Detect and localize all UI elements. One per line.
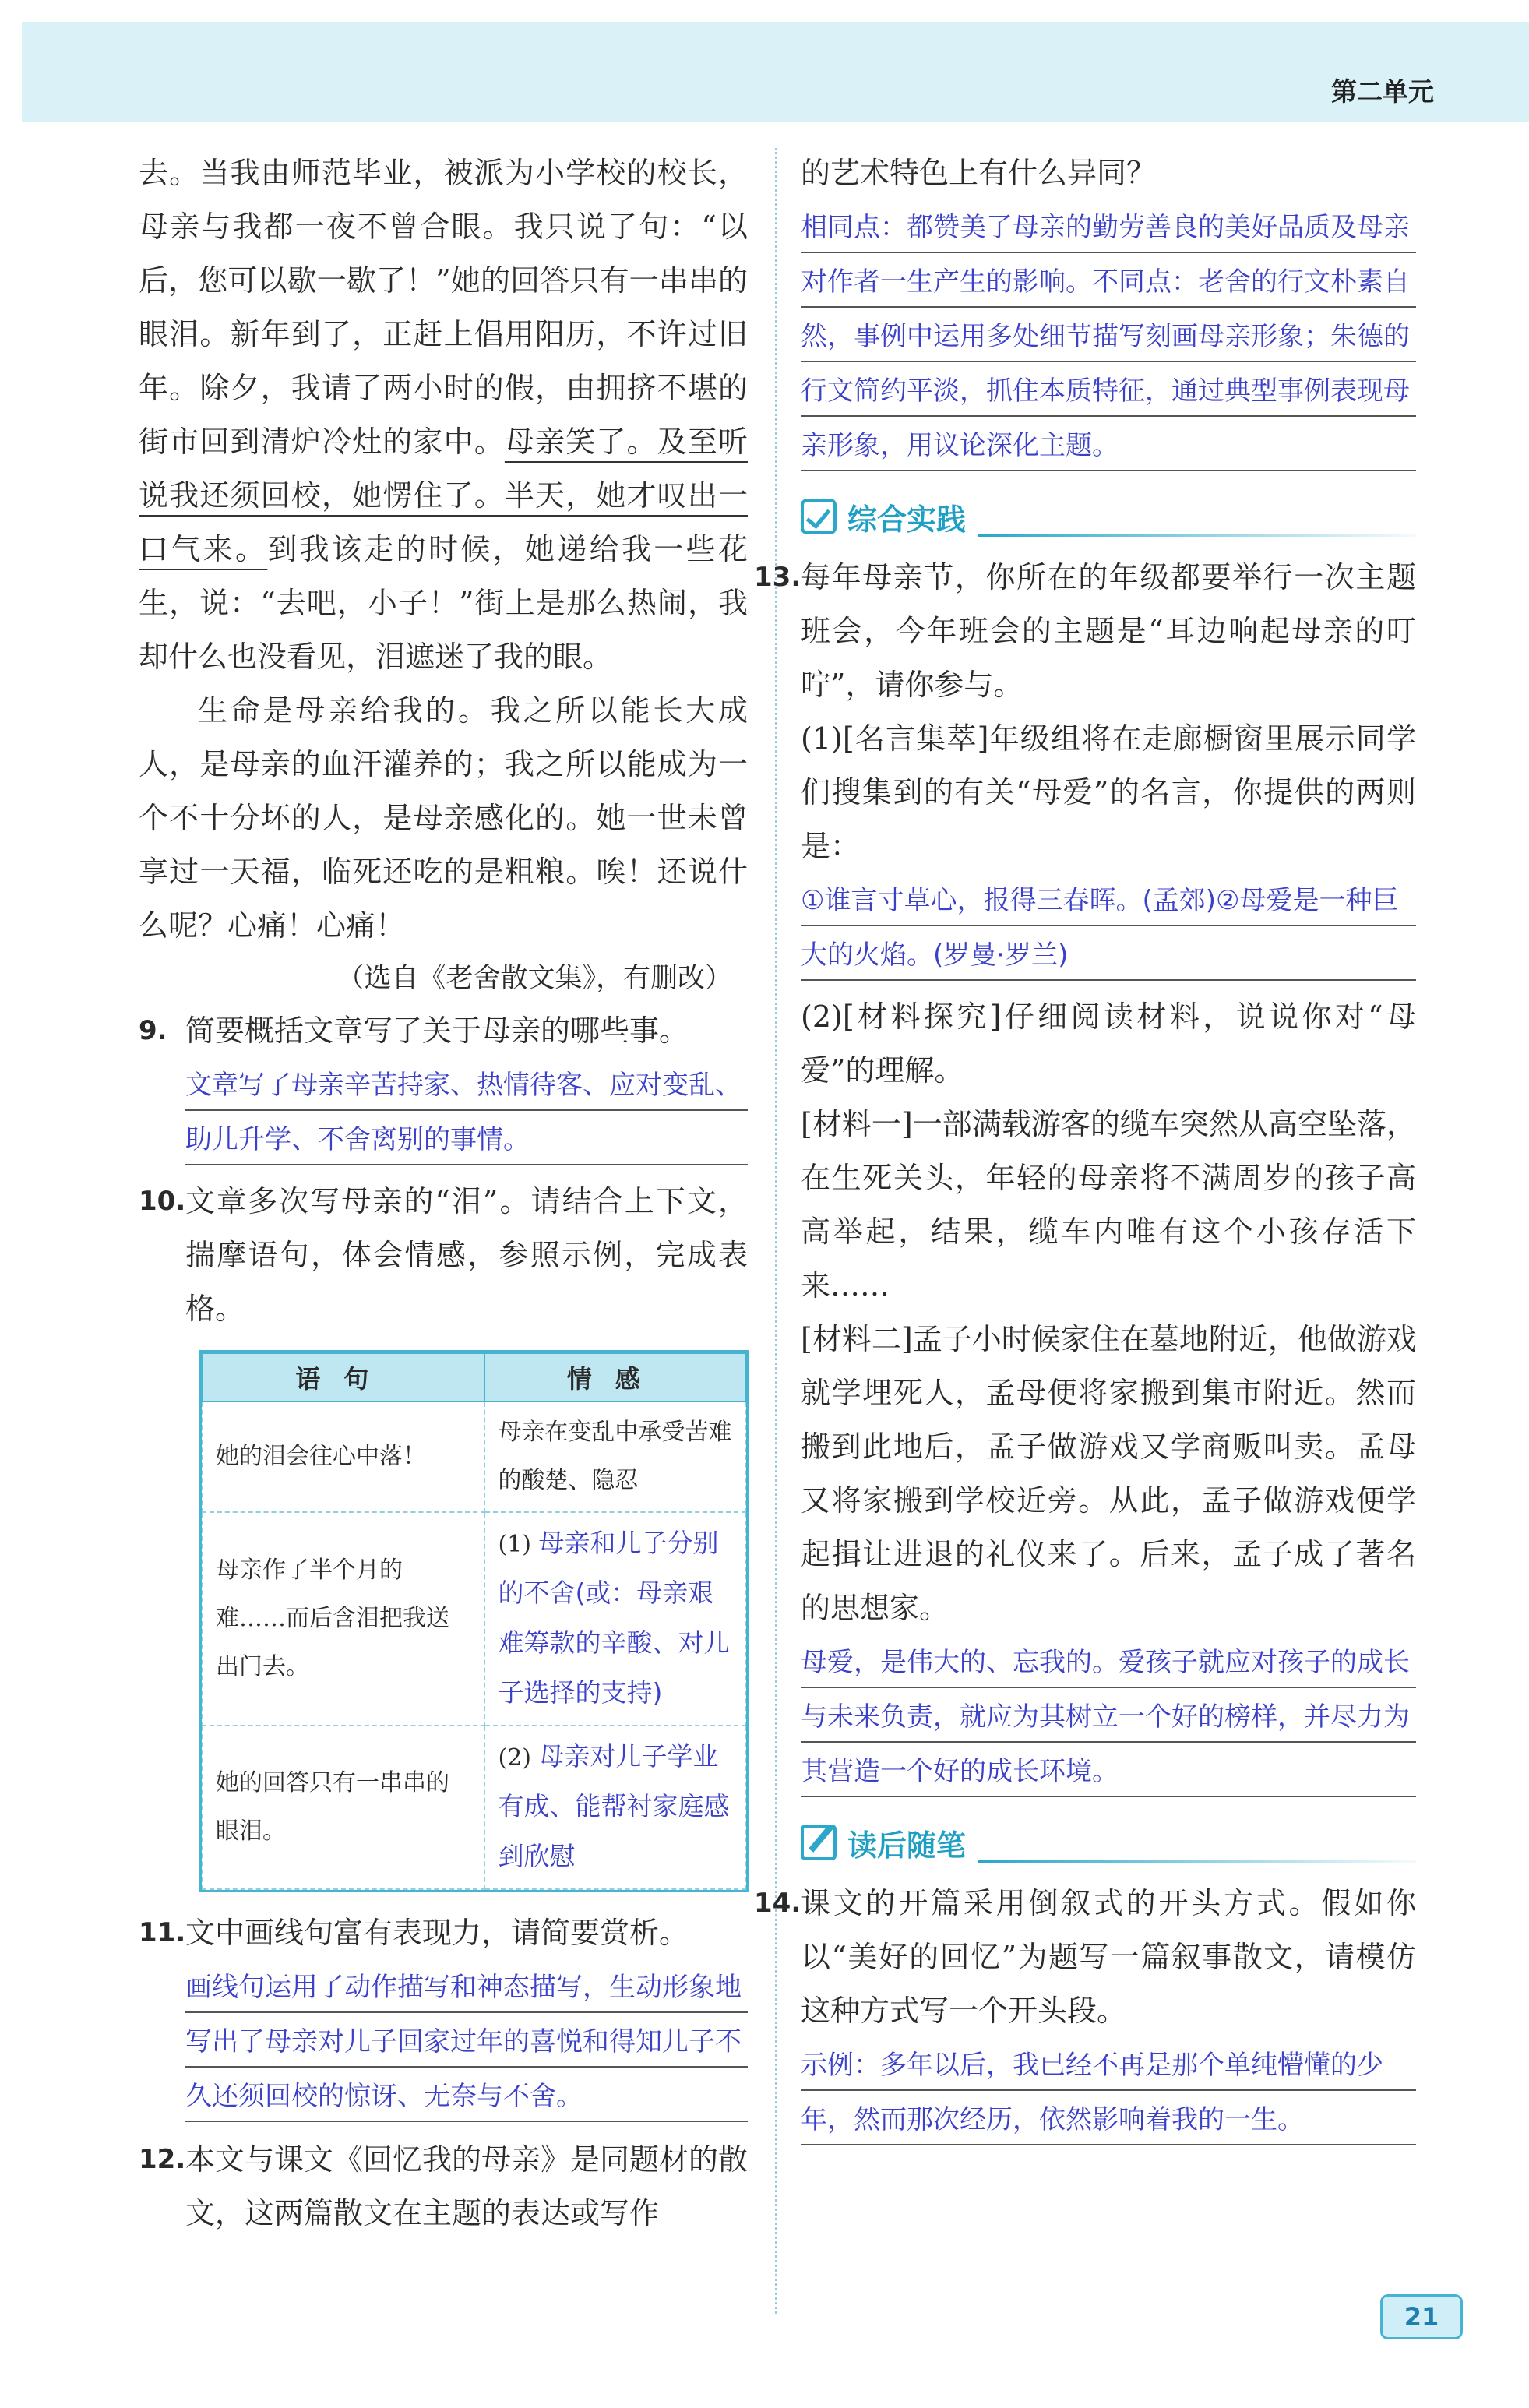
question-number: 14. <box>754 1888 801 1919</box>
table-cell-emotion: 母亲在变乱中承受苦难的酸楚、隐忍 <box>484 1401 745 1512</box>
answer-13-2[interactable]: 母爱，是伟大的、忘我的。爱孩子就应对孩子的成长与未来负责，就应为其树立一个好的榜样，并尽力为其营造一个好的成长环境。 <box>801 1635 1416 1799</box>
section-rule <box>978 1860 1416 1863</box>
question-text: 文章多次写母亲的“泪”。请结合上下文，揣摩语句，体会情感，参照示例，完成表格。 <box>185 1184 748 1326</box>
question-number: 9. <box>139 1015 167 1046</box>
table-cell-emotion[interactable] <box>484 1512 745 1726</box>
material-1 <box>801 1098 1416 1313</box>
blank-marker: (2) <box>498 1744 531 1772</box>
question-text: 每年母亲节，你所在的年级都要举行一次主题班会，今年班会的主题是“耳边响起母亲的叮咛”，请你参与。 <box>801 560 1416 702</box>
question-text: 课文的开篇采用倒叙式的开头方式。假如你以“美好的回忆”为题写一篇叙事散文，请模仿这种方式写一个开头段。 <box>801 1886 1416 2028</box>
question-number: 10. <box>139 1186 186 1217</box>
table-header-emotion: 情感 <box>484 1353 745 1401</box>
pen-icon <box>801 1825 837 1860</box>
answer-9[interactable]: 文章写了母亲辛苦持家、热情待客、应对变乱、助儿升学、不舍离别的事情。 <box>185 1058 748 1167</box>
question-text: 文中画线句富有表现力，请简要赏析。 <box>185 1916 689 1950</box>
question-13-part-1 <box>801 712 1416 873</box>
section-notes <box>801 1814 1416 1870</box>
material-tag: [材料二] <box>801 1322 913 1356</box>
material-text: 孟子小时候家住在墓地附近，他做游戏就学埋死人，孟母便将家搬到集市附近。然而搬到此地后，孟子做游戏又学商贩叫卖。孟母又将家搬到学校近旁。从此，孟子做游戏便学起揖让进退的礼仪来了。后来，孟子成了著名的思想家。 <box>801 1322 1416 1625</box>
emotion-table <box>199 1350 749 1892</box>
material-tag: [材料一] <box>801 1107 913 1141</box>
answer-13-1[interactable]: ①谁言寸草心，报得三春晖。(孟郊)②母爱是一种巨大的火焰。(罗曼·罗兰) <box>801 873 1416 982</box>
material-2 <box>801 1313 1416 1635</box>
section-title: 读后随笔 <box>847 1828 967 1863</box>
question-14 <box>754 1877 1416 2038</box>
table-row <box>203 1401 745 1512</box>
question-11 <box>139 1906 748 1960</box>
passage-paragraph-2: 生命是母亲给我的。我之所以能长大成人，是母亲的血汗灌养的；我之所以能成为一个不十分坏的人，是母亲感化的。她一世未曾享过一天福，临死还吃的是粗粮。唉！还说什么呢？心痛！心痛！ <box>139 693 748 943</box>
table-cell-sentence: 母亲作了半个月的难……而后含泪把我送出门去。 <box>203 1512 484 1726</box>
table-row <box>203 1512 745 1726</box>
section-title: 综合实践 <box>847 502 967 537</box>
page-number: 21 <box>1380 2294 1463 2339</box>
question-13 <box>754 551 1416 712</box>
part-marker: (1) <box>801 721 843 756</box>
answer-14[interactable]: 示例：多年以后，我已经不再是那个单纯懵懂的少年，然而那次经历，依然影响着我的一生。 <box>801 2038 1416 2147</box>
table-cell-sentence: 她的回答只有一串串的眼泪。 <box>203 1726 484 1889</box>
underlined-sentence: 母亲笑了。及至听说我还须回校，她愣住了。半天，她才叹出一口气来。 <box>139 425 748 566</box>
question-9 <box>139 1004 748 1058</box>
material-text: 一部满载游客的缆车突然从高空坠落，在生死关头，年轻的母亲将不满周岁的孩子高高举起，结果，缆车内唯有这个小孩存活下来…… <box>801 1107 1416 1303</box>
passage-source: （选自《老舍散文集》，有删改） <box>336 963 732 994</box>
left-column <box>139 146 748 2241</box>
answer-12[interactable]: 相同点：都赞美了母亲的勤劳善良的美好品质及母亲对作者一生产生的影响。不同点：老舍的行文朴素自然，事例中运用多处细节描写刻画母亲形象；朱德的行文简约平淡，抓住本质特征，通过典型事例表现母亲形象，用议论深化主题。 <box>801 200 1416 473</box>
part-text: 仔细阅读材料，说说你对“母爱”的理解。 <box>801 1000 1416 1088</box>
right-column <box>754 146 1416 2147</box>
unit-title: 第二单元 <box>1331 76 1434 107</box>
part-tag: [材料探究] <box>842 1000 1002 1034</box>
part-tag: [名言集萃] <box>842 721 989 756</box>
answer-11[interactable]: 画线句运用了动作描写和神态描写，生动形象地写出了母亲对儿子回家过年的喜悦和得知儿子不久还须回校的惊讶、无奈与不舍。 <box>185 1960 748 2124</box>
passage-text: 到我该走的时候，她递给我一些花生，说：“去吧，小子！”街上是那么热闹，我却什么也没看见，泪遮迷了我的眼。 <box>139 532 748 674</box>
question-12 <box>139 2133 748 2241</box>
table-cell-emotion[interactable] <box>484 1726 745 1889</box>
part-text: 年级组将在走廊橱窗里展示同学们搜集到的有关“母爱”的名言，你提供的两则是： <box>801 721 1416 863</box>
section-practice <box>801 488 1416 545</box>
check-icon <box>801 499 837 534</box>
question-text: 本文与课文《回忆我的母亲》是同题材的散文，这两篇散文在主题的表达或写作 <box>185 2142 749 2230</box>
table-answer-1[interactable]: 母亲和儿子分别的不舍(或：母亲艰难筹款的辛酸、对儿子选择的支持) <box>498 1528 730 1708</box>
question-text: 简要概括文章写了关于母亲的哪些事。 <box>185 1014 689 1048</box>
table-answer-2[interactable]: 母亲对儿子学业有成、能帮衬家庭感到欣慰 <box>498 1741 730 1871</box>
question-number: 12. <box>139 2144 186 2175</box>
section-rule <box>978 534 1416 537</box>
question-10 <box>139 1175 748 1336</box>
question-number: 13. <box>754 562 801 593</box>
question-number: 11. <box>139 1917 186 1948</box>
question-12-continued: 的艺术特色上有什么异同？ <box>801 156 1157 190</box>
header-band <box>22 22 1529 122</box>
table-header-sentence: 语句 <box>203 1353 484 1401</box>
passage-paragraph-1 <box>139 146 748 684</box>
question-13-part-2 <box>801 990 1416 1098</box>
part-marker: (2) <box>801 1000 843 1034</box>
table-cell-sentence: 她的泪会往心中落！ <box>203 1401 484 1512</box>
passage-text: 去。当我由师范毕业，被派为小学校的校长，母亲与我都一夜不曾合眼。我只说了句：“以后，您可以歇一歇了！”她的回答只有一串串的眼泪。新年到了，正赶上倡用阳历，不许过旧年。除夕，我请了两小时的假，由拥挤不堪的街市回到清炉冷灶的家中。 <box>139 156 748 459</box>
blank-marker: (1) <box>498 1531 531 1558</box>
table-row <box>203 1726 745 1889</box>
